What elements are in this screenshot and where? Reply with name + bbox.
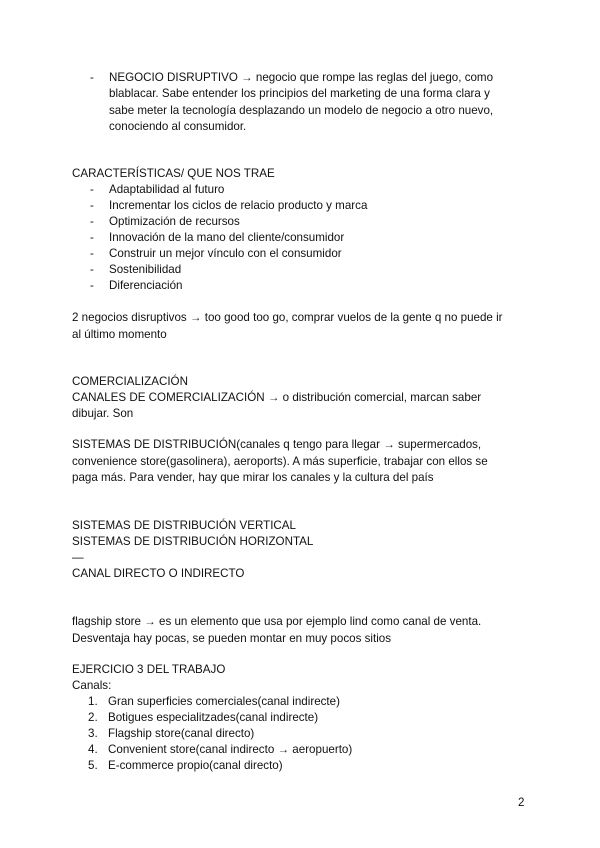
bullet-line: conociendo al consumidor. (109, 119, 247, 133)
numbered-item (88, 742, 352, 758)
list-item-text: Adaptabilidad al futuro (109, 183, 225, 196)
list-item-text: Innovación de la mano del cliente/consumidor (109, 231, 345, 244)
item-text: Flagship store(canal directo) (108, 727, 255, 740)
bullet-marker: - (90, 247, 94, 260)
list-item (90, 214, 550, 230)
paragraph-line: SISTEMAS DE DISTRIBUCIÓN(canales q tengo para llegar → supermercados, (72, 438, 482, 451)
ejercicio-heading: EJERCICIO 3 DEL TRABAJO (72, 663, 226, 676)
numbered-item (88, 710, 318, 726)
bullet-line: sabe meter la tecnología desplazando un modelo de negocio a otro nuevo, (109, 103, 494, 117)
item-text: Botigues especialitzades(canal indirecte) (108, 711, 319, 724)
characteristics-heading: CARACTERÍSTICAS/ QUE NOS TRAE (72, 167, 275, 180)
paragraph-line: convenience store(gasolinera), aeroports). A más superficie, trabajar con ellos se (72, 455, 488, 468)
paragraph-line: CANALES DE COMERCIALIZACIÓN → o distribución comercial, marcan saber (72, 391, 482, 404)
bullet-line: NEGOCIO DISRUPTIVO → negocio que rompe las reglas del juego, como (109, 71, 494, 84)
bullet-marker: - (90, 71, 94, 84)
ejercicio-subheading: Canals: (72, 679, 112, 692)
item-number: 5. (88, 759, 98, 772)
item-number: 2. (88, 711, 98, 724)
list-item (90, 230, 550, 246)
item-text: Gran superficies comerciales(canal indirecte) (108, 695, 340, 708)
numbered-item (88, 694, 340, 710)
heading-vertical: SISTEMAS DE DISTRIBUCIÓN VERTICAL (72, 519, 296, 532)
bullet-marker: - (90, 183, 94, 196)
bullet-marker: - (90, 199, 94, 212)
bullet-line: blablacar. Sabe entender los principios del marketing de una forma clara y (109, 87, 490, 101)
list-item-text: Diferenciación (109, 279, 183, 292)
comercializacion-heading: COMERCIALIZACIÓN (72, 375, 188, 388)
bullet-marker: - (90, 263, 94, 276)
paragraph-line: al último momento (72, 328, 167, 341)
list-item-text: Optimización de recursos (109, 215, 240, 228)
paragraph-line: flagship store → es un elemento que usa por ejemplo lind como canal de venta. (72, 615, 482, 628)
numbered-item (88, 726, 254, 742)
heading-canal: CANAL DIRECTO O INDIRECTO (72, 567, 245, 580)
item-number: 1. (88, 695, 98, 708)
list-item (90, 278, 550, 294)
list-item-text: Sostenibilidad (109, 263, 182, 276)
paragraph-line: 2 negocios disruptivos → too good too go, comprar vuelos de la gente q no puede ir (72, 311, 503, 324)
dash-separator: — (72, 551, 84, 564)
item-text: Convenient store(canal indirecto → aeropuerto) (108, 743, 353, 756)
bullet-marker: - (90, 231, 94, 244)
heading-horizontal: SISTEMAS DE DISTRIBUCIÓN HORIZONTAL (72, 535, 314, 548)
list-item (90, 246, 550, 262)
bullet-marker: - (90, 279, 94, 292)
list-item-text: Incrementar los ciclos de relacio producto y marca (109, 199, 368, 212)
paragraph-line: Desventaja hay pocas, se pueden montar en muy pocos sitios (72, 632, 392, 645)
item-number: 3. (88, 727, 98, 740)
bullet-negocio-disruptivo (90, 70, 550, 135)
numbered-item (88, 758, 283, 774)
paragraph-line: paga más. Para vender, hay que mirar los canales y la cultura del país (72, 471, 434, 484)
paragraph-line: dibujar. Son (72, 407, 134, 420)
item-text: E-commerce propio(canal directo) (108, 759, 283, 772)
list-item-text: Construir un mejor vínculo con el consumidor (109, 247, 342, 260)
list-item (90, 262, 550, 278)
item-number: 4. (88, 743, 98, 756)
page-number: 2 (518, 796, 525, 809)
list-item (90, 182, 550, 198)
list-item (90, 198, 550, 214)
bullet-marker: - (90, 215, 94, 228)
